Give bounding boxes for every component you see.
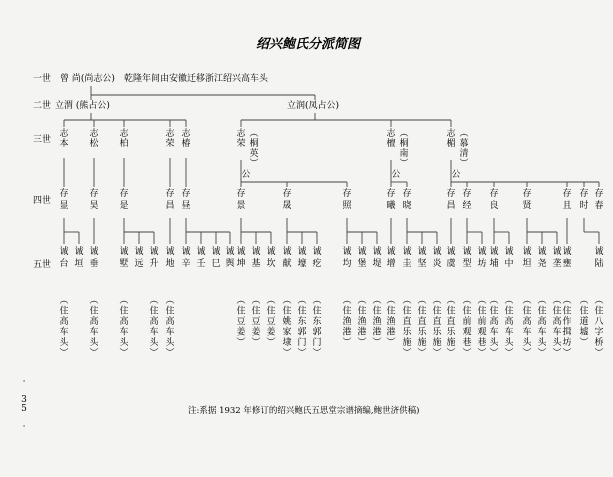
gen5-member: 诚垄 [552, 247, 562, 269]
gen4-member: 存晓 [402, 189, 412, 211]
gen5-residence: ︵住前观巷︶ [477, 296, 487, 359]
gen5-member: 诚堤 [372, 247, 382, 269]
gen5-member: 诚垂 [89, 247, 99, 269]
gen5-member: 诚圭 [402, 247, 412, 269]
gen5-member: 诚壕 [297, 247, 307, 269]
gen4-member: 存昊 [89, 189, 99, 211]
gen5-residence: ︵住渔港︶ [342, 296, 352, 348]
gen5-residence: ︵住前观巷︶ [462, 296, 472, 359]
gen5-residence: ︵住高车头︶ [59, 296, 69, 359]
gen3-member: 志荣 [165, 129, 175, 149]
generation-label: 四世 [33, 196, 52, 206]
gen5-member: 诚均 [342, 247, 352, 269]
gen3-member: 志本 [59, 129, 69, 149]
gen5-member: 诚炎 [432, 247, 442, 269]
gen3-alias: ︵慕清︶ [459, 129, 469, 169]
gen5-member: 诚坊 [477, 247, 487, 269]
gen5-member: 诚堡 [357, 247, 367, 269]
gen5-residence: ︵住直乐施︶ [432, 296, 442, 359]
gen4-member: 存昌 [165, 189, 175, 211]
gen5-member: 诚坎 [266, 247, 276, 269]
gen5-residence: ︵住渔港︶ [357, 296, 367, 348]
gen5-residence: ︵住高车头︶ [149, 296, 159, 359]
gen5-member: 诚尧 [537, 247, 547, 269]
gen5-member: 诚壬 [196, 247, 206, 269]
gen5-residence: ︵住直乐施︶ [402, 296, 412, 359]
gen5-member: 诚陆 [594, 247, 604, 269]
gen5-member: 诚坦 [522, 247, 532, 269]
gen5-residence: ︵住高车头︶ [489, 296, 499, 359]
gen3-suffix: 公 [391, 170, 401, 180]
gen5-member: 诚型 [462, 247, 472, 269]
gen4-member: 存经 [462, 189, 472, 211]
gen5-residence: ︵住高车头︶ [119, 296, 129, 359]
gen4-member: 存且 [562, 189, 572, 211]
gen3-member: 志楣 [446, 129, 456, 149]
gen5-member: 诚壅 [562, 247, 572, 269]
gen5-member: 诚增 [386, 247, 396, 269]
gen3-alias: ︵桐南︶ [399, 129, 409, 169]
gen5-member: 诚舆 [225, 247, 235, 269]
gen3-suffix: 公 [451, 170, 461, 180]
gen5-member: 诚巳 [211, 247, 221, 269]
gen5-residence: ︵住高车头︶ [89, 296, 99, 359]
generation-label: 五世 [33, 260, 52, 270]
gen5-member: 诚垣 [74, 247, 84, 269]
gen5-residence: ︵住豆姜︶ [251, 296, 261, 348]
gen2-member: 立渭 (熊占公) [55, 101, 110, 111]
gen3-suffix: 公 [241, 170, 251, 180]
gen5-residence: ︵住姚家埭︶ [282, 296, 292, 359]
gen4-member: 存春 [594, 189, 604, 211]
page-number: · 3 5 · [21, 377, 27, 432]
gen5-residence: ︵住作揖坊︶ [562, 296, 572, 359]
gen5-member: 诚献 [282, 247, 292, 269]
gen5-member: 诚坚 [417, 247, 427, 269]
gen4-member: 存照 [342, 189, 352, 211]
gen4-member: 存昼 [181, 189, 191, 211]
gen5-residence: ︵住豆姜︶ [236, 296, 246, 348]
gen5-residence: ︵住八字桥︶ [594, 296, 604, 359]
gen5-member: 诚坤 [236, 247, 246, 269]
gen4-member: 存显 [59, 189, 69, 211]
gen4-member: 存时 [579, 189, 589, 211]
gen3-member: 志柏 [119, 129, 129, 149]
gen4-member: 存景 [236, 189, 246, 211]
gen1-note: 乾隆年间由安徽迁移浙江绍兴高车头 [124, 74, 269, 84]
gen5-residence: ︵住高车头︶ [522, 296, 532, 359]
gen5-member: 诚中 [504, 247, 514, 269]
gen4-member: 存良 [489, 189, 499, 211]
gen5-member: 诚虞 [446, 247, 456, 269]
gen5-residence: ︵住东郭门︶ [312, 296, 322, 359]
gen5-residence: ︵住高车头︶ [504, 296, 514, 359]
gen4-member: 存是 [119, 189, 129, 211]
gen5-residence: ︵住高车头︶ [537, 296, 547, 359]
generation-label: 二世 [33, 101, 52, 111]
gen5-member: 诚辛 [181, 247, 191, 269]
generation-label: 一世 [33, 74, 52, 84]
gen5-member: 诚台 [59, 247, 69, 269]
generation-label: 三世 [33, 135, 52, 145]
gen1-ancestor: 曾 尚(尚志公) [60, 74, 115, 84]
gen2-member: 立润(凤占公) [287, 101, 340, 111]
gen5-member: 诚基 [251, 247, 261, 269]
gen3-member: 志椿 [181, 129, 191, 149]
gen3-member: 志檀 [386, 129, 396, 149]
gen5-residence: ︵住道墟︶ [579, 296, 589, 348]
gen4-member: 存贤 [522, 189, 532, 211]
gen4-member: 存昌 [446, 189, 456, 211]
footnote: 注:系据 1932 年修订的绍兴鲍氏五思堂宗谱摘编,鲍世济供稿) [188, 406, 420, 416]
gen5-residence: ︵住直乐施︶ [417, 296, 427, 359]
gen5-residence: ︵住高车头︶ [165, 296, 175, 359]
gen5-member: 诚埔 [489, 247, 499, 269]
gen5-member: 诚地 [165, 247, 175, 269]
gen3-alias: ︵桐英︶ [249, 129, 259, 169]
gen5-residence: ︵住直乐施︶ [446, 296, 456, 359]
gen5-residence: ︵住高车头︶ [552, 296, 562, 359]
gen5-member: 诚远 [134, 247, 144, 269]
gen3-member: 志荣 [236, 129, 246, 149]
gen5-member: 诚疙 [312, 247, 322, 269]
gen5-residence: ︵住渔港︶ [386, 296, 396, 348]
gen3-member: 志松 [89, 129, 99, 149]
gen4-member: 存曦 [386, 189, 396, 211]
gen5-member: 诚墅 [119, 247, 129, 269]
gen5-member: 诚升 [149, 247, 159, 269]
gen4-member: 存晟 [282, 189, 292, 211]
gen5-residence: ︵住东郭门︶ [297, 296, 307, 359]
gen5-residence: ︵住豆姜︶ [266, 296, 276, 348]
gen5-residence: ︵住渔港︶ [372, 296, 382, 348]
chart-title: 绍兴鲍氏分派简图 [255, 37, 361, 52]
